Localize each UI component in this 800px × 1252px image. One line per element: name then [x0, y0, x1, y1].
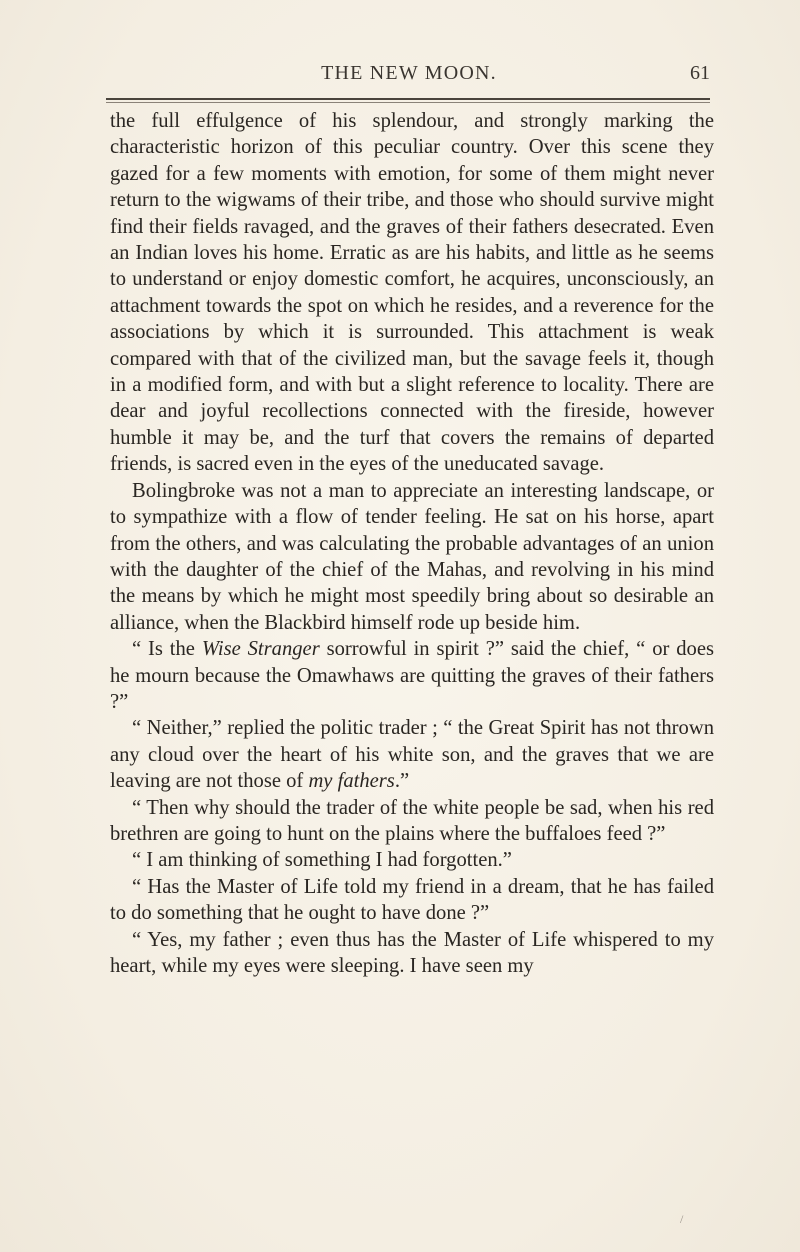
header-rule-thin — [106, 102, 710, 103]
paragraph-4-end: .” — [394, 770, 410, 793]
body-text — [110, 108, 714, 979]
italic-wise-stranger: Wise Stranger — [201, 638, 320, 661]
paragraph-4 — [110, 715, 714, 794]
paragraph-4-start: “ Neither,” replied the politic trader ; “ the Great Spirit has not thrown any cloud over the heart of his white son, and the graves that we are leaving are not those of — [110, 717, 714, 793]
header-rule — [106, 98, 710, 100]
paragraph-8: “ Yes, my father ; even thus has the Master of Life whispered to my heart, while my eyes were sleeping. I have seen my — [110, 928, 714, 977]
paragraph-7: “ Has the Master of Life told my friend in a dream, that he has failed to do something that he ought to have done ?” — [110, 875, 714, 925]
running-head — [108, 62, 710, 90]
paragraph-3-start: “ Is the — [132, 638, 202, 661]
paragraph-2: Bolingbroke was not a man to appreciate an interesting landscape, or to sympathize with a flow of tender feeling. He sat on his horse, apart from the others, and was calculating the probable advantages of an union with the daughter of the chief of the Mahas, and revolving in his mind the means by which he might most speedily bring about so desirable an alliance, when the Blackbird himself rode up beside him. — [110, 479, 714, 634]
page-number: 61 — [690, 62, 710, 84]
italic-my-fathers: my fathers — [308, 770, 395, 793]
paragraph-3 — [110, 636, 714, 715]
stray-mark: / — [680, 1212, 684, 1226]
paragraph-1: the full effulgence of his splendour, and strongly marking the characteristic horizon of this peculiar country. Over this scene they gazed for a few moments with emotion, for some of them might never return to the wigwams of their tribe, and those who should survive might find their fields ravaged, and the graves of their fathers desecrated. Even an Indian loves his home. Erratic as are his habits, and little as he seems to understand or enjoy domestic comfort, he acquires, unconsciously, an attachment towards the spot on which he resides, and a reverence for the associations by which it is surrounded. This attachment is weak compared with that of the civilized man, but the savage feels it, though in a modified form, and with but a slight reference to locality. There are dear and joyful recollections connected with the fireside, however humble it may be, and the turf that covers the remains of departed friends, is sacred even in the eyes of the uneducated savage. — [110, 110, 714, 476]
paragraph-6: “ I am thinking of something I had forgotten.” — [132, 849, 512, 872]
paragraph-5: “ Then why should the trader of the white people be sad, when his red brethren are going to hunt on the plains where the buffaloes feed ?” — [110, 796, 714, 845]
paragraph-3-end: sorrowful in spirit ?” said the chief, “ or does he mourn because the Omawhaws are quitting the graves of their fathers ?” — [110, 638, 715, 713]
running-title: THE NEW MOON. — [321, 62, 497, 84]
